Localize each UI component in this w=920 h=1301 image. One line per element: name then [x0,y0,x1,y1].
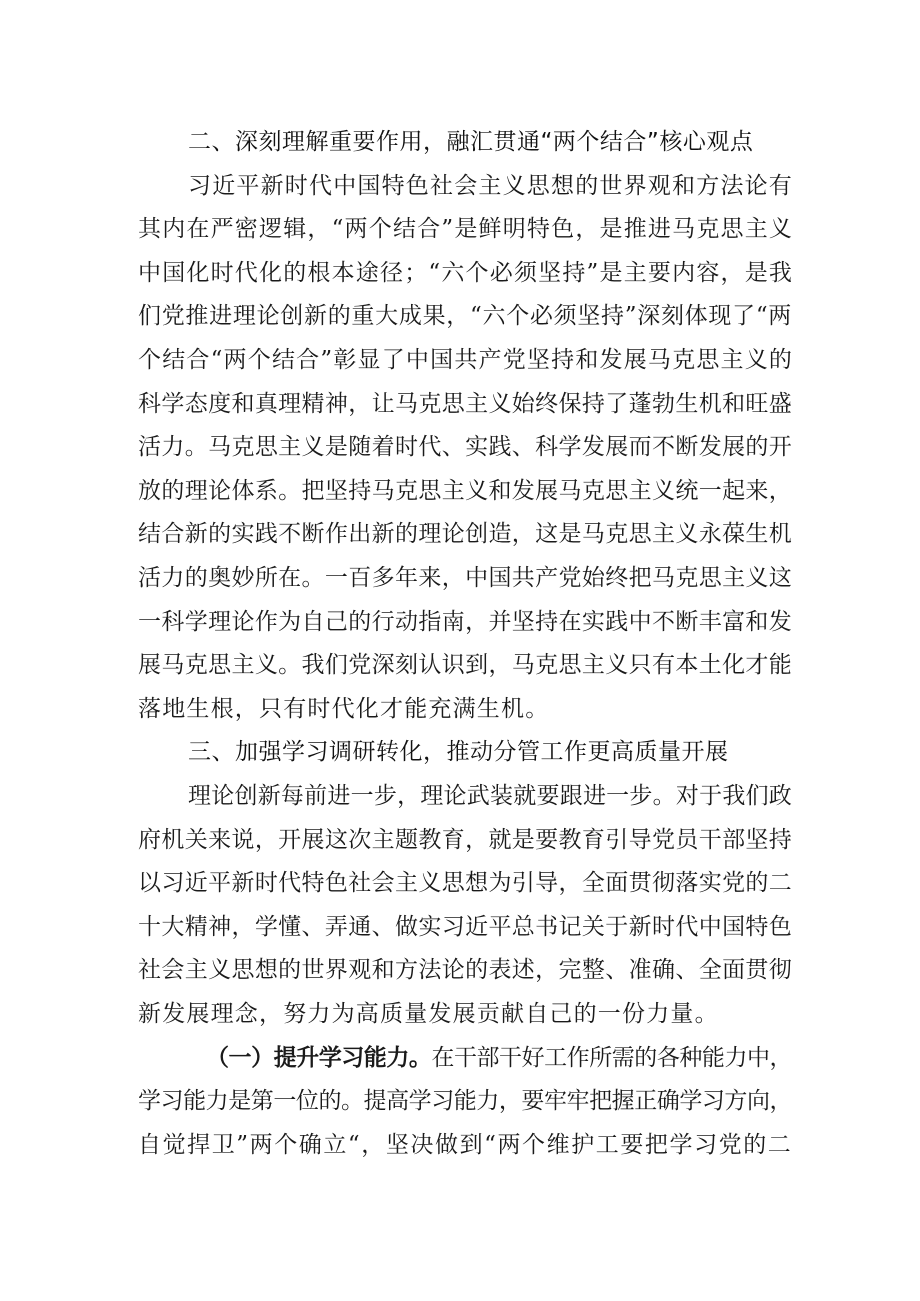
paragraph-line: 理论创新每前进一步，理论武装就要跟进一步。对于我们政 [188,782,792,809]
paragraph-line: 府机关来说，开展这次主题教育，就是要教育引导党员干部坚持 [138,826,792,853]
paragraph-line: 一科学理论作为自己的行动指南，并坚持在实践中不断丰富和发 [138,608,792,635]
paragraph-line: 活力的奥妙所在。一百多年来，中国共产党始终把马克思主义这 [138,564,792,591]
section-heading-3: 三、加强学习调研转化，推动分管工作更高质量开展 [188,739,729,766]
paragraph-line [138,1036,792,1080]
section-heading-2: 二、深刻理解重要作用，融汇贯通“两个结合”核心观点 [188,129,754,155]
paragraph-line: 新发展理念，努力为高质量发展贡献自己的一份力量。 [138,1000,719,1027]
paragraph-line: 学习能力是第一位的。提高学习能力，要牢牢把握正确学习方向， [138,1088,792,1115]
paragraph-line: 展马克思主义。我们党深刻认识到，马克思主义只有本土化才能 [138,652,792,679]
paragraph-line: 其内在严密逻辑，“两个结合”是鲜明特色，是推进马克思主义 [138,216,794,243]
section-2-paragraph [138,165,792,732]
paragraph-line: 中国化时代化的根本途径；“六个必须坚持”是主要内容，是我 [138,259,794,286]
paragraph-line: 放的理论体系。把坚持马克思主义和发展马克思主义统一起来， [138,477,792,504]
document-body [138,121,792,1167]
paragraph-line: 落地生根，只有时代化才能充满生机。 [138,695,550,722]
paragraph-line: 社会主义思想的世界观和方法论的表述，完整、准确、全面贯彻 [138,957,792,984]
section-3-paragraph [138,775,792,1037]
subsection-1-paragraph [138,1036,792,1167]
paragraph-line: 自觉捍卫”两个确立“，坚决做到“两个维护工要把学习党的二 [138,1131,792,1158]
paragraph-line: 活力。马克思主义是随着时代、实践、科学发展而不断发展的开 [138,434,792,461]
paragraph-line: 个结合“两个结合”彰显了中国共产党坚持和发展马克思主义的 [138,346,794,373]
paragraph-line: 以习近平新时代特色社会主义思想为引导，全面贯彻落实党的二 [138,870,792,897]
subsection-label: （一）提升学习能力。 [206,1044,432,1072]
paragraph-line: 习近平新时代中国特色社会主义思想的世界观和方法论有 [188,172,793,199]
paragraph-line: 科学态度和真理精神，让马克思主义始终保持了蓬勃生机和旺盛 [138,390,792,417]
paragraph-line: 们党推进理论创新的重大成果，“六个必须坚持”深刻体现了“两 [138,303,792,330]
subsection-first-line-text: 在干部干好工作所需的各种能力中， [431,1045,792,1072]
paragraph-line: 结合新的实践不断作出新的理论创造，这是马克思主义永葆生机 [138,521,792,548]
paragraph-line: 十大精神，学懂、弄通、做实习近平总书记关于新时代中国特色 [138,913,792,940]
